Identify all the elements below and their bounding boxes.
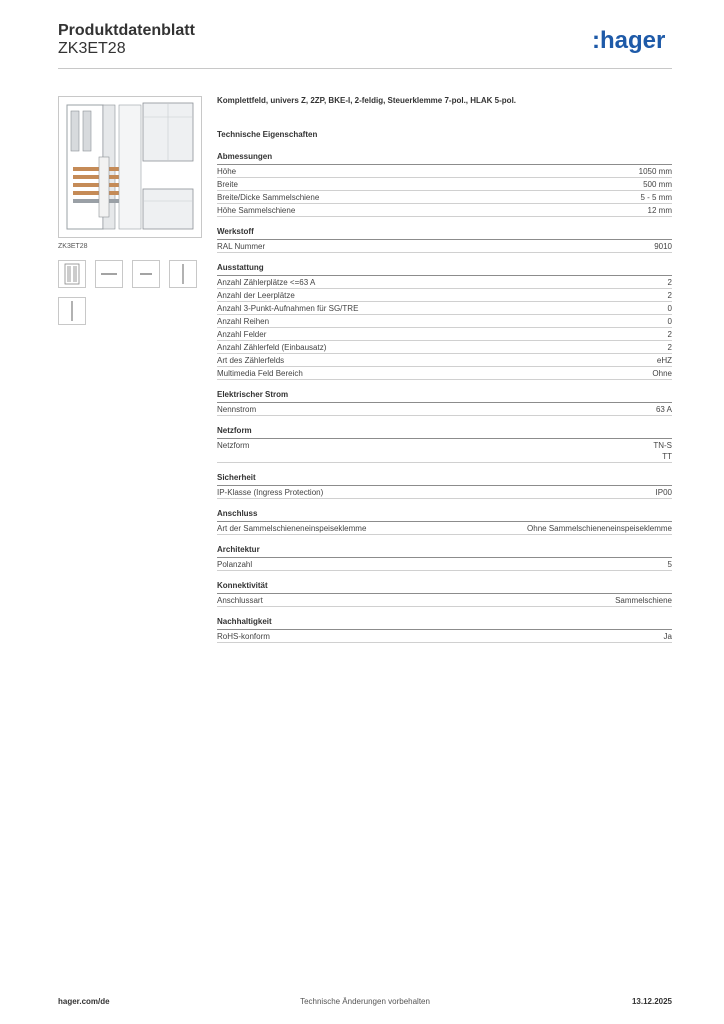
image-column	[58, 96, 202, 325]
spec-label: Anzahl 3-Punkt-Aufnahmen für SG/TRE	[217, 304, 359, 313]
spec-label: Art der Sammelschieneneinspeiseklemme	[217, 524, 367, 533]
spec-value	[652, 368, 672, 379]
spec-row	[217, 315, 672, 328]
spec-row	[217, 439, 672, 463]
spec-value-line: 2	[667, 291, 672, 300]
spec-value-line: 12 mm	[647, 206, 672, 215]
spec-row	[217, 240, 672, 253]
spec-value	[668, 342, 672, 353]
spec-value-line: 2	[667, 278, 672, 287]
hager-logo	[592, 26, 672, 56]
footer-website-link[interactable]: hager.com/de	[58, 997, 110, 1006]
spec-label: Höhe Sammelschiene	[217, 206, 296, 215]
footer-date: 13.12.2025	[631, 997, 672, 1006]
spec-value-line: 2	[667, 330, 672, 339]
spec-value-line: Ja	[663, 632, 672, 641]
spec-value	[668, 303, 672, 314]
spec-section	[217, 426, 672, 463]
spec-value-line: TN-S	[653, 441, 672, 450]
section-title: Werkstoff	[217, 227, 672, 240]
spec-value	[643, 179, 672, 190]
thumbnail-drawing-1[interactable]	[95, 260, 123, 288]
section-title: Anschluss	[217, 509, 672, 522]
spec-section	[217, 509, 672, 535]
spec-row	[217, 302, 672, 315]
section-title: Konnektivität	[217, 581, 672, 594]
spec-row	[217, 289, 672, 302]
spec-label: Anschlussart	[217, 596, 263, 605]
spec-value	[654, 241, 672, 252]
spec-row	[217, 522, 672, 535]
spec-section	[217, 227, 672, 253]
spec-section	[217, 581, 672, 607]
spec-row	[217, 558, 672, 571]
spec-section	[217, 390, 672, 416]
spec-label: Anzahl Zählerplätze <=63 A	[217, 278, 316, 287]
spec-row	[217, 594, 672, 607]
page-title: Produktdatenblatt	[58, 22, 195, 39]
spec-value-line: Sammelschiene	[615, 596, 672, 605]
spec-value-line: eHZ	[656, 356, 672, 365]
spec-label: Anzahl Felder	[217, 330, 267, 339]
logo-text: :hager	[592, 27, 666, 54]
spec-value-line: TT	[662, 452, 672, 461]
page-footer	[58, 997, 672, 1011]
thumbnail-drawing-3[interactable]	[169, 260, 197, 288]
spec-sections	[217, 152, 672, 643]
spec-value-line: Ohne Sammelschieneneinspeiseklemme	[527, 524, 672, 533]
spec-value-line: 9010	[654, 242, 672, 251]
spec-label: Art des Zählerfelds	[217, 356, 285, 365]
spec-label: Netzform	[217, 441, 250, 450]
thumbnail-strip	[58, 260, 208, 325]
product-image	[58, 96, 202, 238]
spec-row	[217, 165, 672, 178]
spec-section	[217, 152, 672, 217]
spec-value	[656, 404, 672, 415]
spec-value	[656, 487, 672, 498]
footer-notice: Technische Änderungen vorbehalten	[300, 997, 430, 1006]
section-title: Architektur	[217, 545, 672, 558]
spec-label: Anzahl Reihen	[217, 317, 270, 326]
section-title: Elektrischer Strom	[217, 390, 672, 403]
drawing-thumb-icon	[180, 263, 186, 285]
spec-row	[217, 204, 672, 217]
drawing-thumb-icon	[137, 271, 155, 277]
spec-value-line: IP00	[655, 488, 672, 497]
meter-panel-illustration	[59, 97, 201, 237]
spec-value-line: 500 mm	[643, 180, 672, 189]
spec-section	[217, 473, 672, 499]
section-title: Abmessungen	[217, 152, 672, 165]
spec-row	[217, 403, 672, 416]
spec-label: Multimedia Feld Bereich	[217, 369, 303, 378]
spec-section	[217, 263, 672, 380]
section-title: Nachhaltigkeit	[217, 617, 672, 630]
spec-row	[217, 367, 672, 380]
spec-row	[217, 354, 672, 367]
spec-row	[217, 328, 672, 341]
spec-value	[657, 355, 672, 366]
spec-value	[668, 329, 672, 340]
product-description: Komplettfeld, univers Z, 2ZP, BKE-I, 2-feldig, Steuerklemme 7-pol., HLAK 5-pol.	[217, 96, 517, 105]
spec-value	[653, 440, 672, 462]
image-caption: ZK3ET28	[58, 243, 88, 250]
page-header	[58, 20, 672, 69]
specs-heading: Technische Eigenschaften	[217, 130, 318, 139]
spec-label: Anzahl Zählerfeld (Einbausatz)	[217, 343, 327, 352]
spec-section	[217, 545, 672, 571]
spec-section	[217, 617, 672, 643]
spec-label: IP-Klasse (Ingress Protection)	[217, 488, 324, 497]
spec-row	[217, 191, 672, 204]
spec-value	[668, 277, 672, 288]
spec-label: Breite	[217, 180, 238, 189]
spec-label: Polanzahl	[217, 560, 253, 569]
section-title: Netzform	[217, 426, 672, 439]
spec-value	[640, 192, 672, 203]
section-title: Sicherheit	[217, 473, 672, 486]
thumbnail-drawing-4[interactable]	[58, 297, 86, 325]
panel-thumb-icon	[63, 263, 81, 285]
spec-row	[217, 486, 672, 499]
spec-value-line: 0	[667, 317, 672, 326]
spec-row	[217, 630, 672, 643]
spec-value	[648, 205, 672, 216]
spec-value-line: 5 - 5 mm	[640, 193, 672, 202]
product-code: ZK3ET28	[58, 40, 126, 57]
thumbnail-front-view[interactable]	[58, 260, 86, 288]
spec-value-line: 5	[667, 560, 672, 569]
spec-row	[217, 341, 672, 354]
spec-label: Anzahl der Leerplätze	[217, 291, 295, 300]
spec-value	[527, 523, 672, 534]
section-title: Ausstattung	[217, 263, 672, 276]
spec-label: Breite/Dicke Sammelschiene	[217, 193, 320, 202]
spec-value-line: 1050 mm	[638, 167, 672, 176]
spec-label: Höhe	[217, 167, 237, 176]
spec-label: RoHS-konform	[217, 632, 270, 641]
spec-value	[668, 559, 672, 570]
spec-value	[615, 595, 672, 606]
spec-value	[664, 631, 672, 642]
spec-value-line: 63 A	[655, 405, 672, 414]
spec-label: Nennstrom	[217, 405, 257, 414]
thumbnail-drawing-2[interactable]	[132, 260, 160, 288]
spec-value	[668, 290, 672, 301]
spec-row	[217, 178, 672, 191]
spec-value-line: 2	[667, 343, 672, 352]
drawing-thumb-icon	[69, 300, 75, 322]
drawing-thumb-icon	[100, 271, 118, 277]
spec-value-line: 0	[667, 304, 672, 313]
spec-label: RAL Nummer	[217, 242, 266, 251]
spec-value	[668, 316, 672, 327]
spec-value	[639, 166, 672, 177]
spec-value-line: Ohne	[652, 369, 672, 378]
spec-sheet	[217, 96, 672, 643]
spec-row	[217, 276, 672, 289]
